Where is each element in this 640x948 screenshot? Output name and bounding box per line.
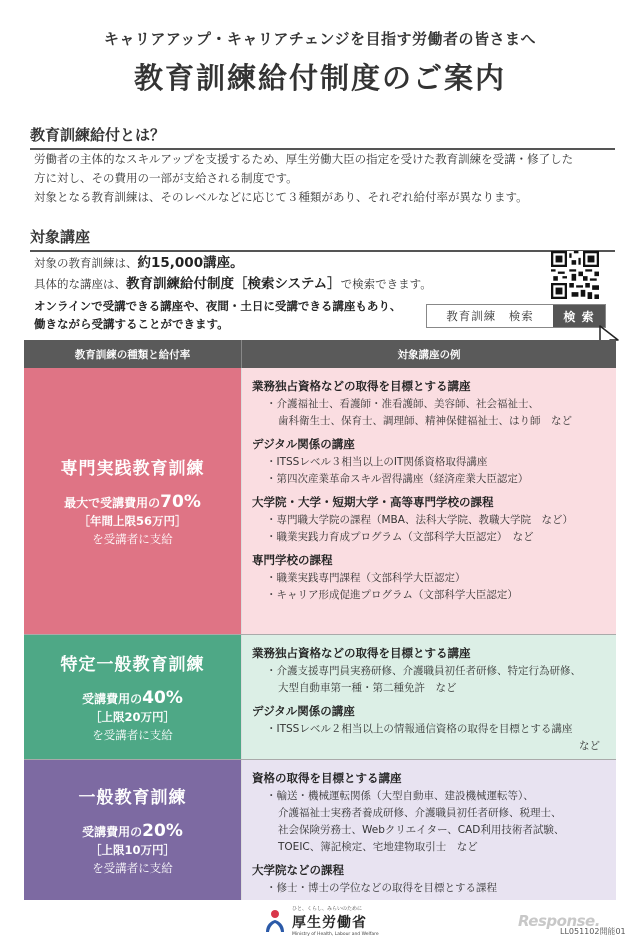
course-count bbox=[34, 251, 244, 271]
search-info bbox=[34, 272, 432, 292]
course-item: ・職業実践力育成プログラム（文部科学大臣認定） など bbox=[266, 531, 534, 543]
page-title: 教育訓練給付制度のご案内 bbox=[133, 61, 506, 95]
about-line: 労働者の主体的なスキルアップを支援するため、厚生労働大臣の指定を受けた教育訓練を受講・修了した bbox=[34, 152, 574, 166]
benefit-rate-prefix: 受講費用の bbox=[82, 825, 143, 839]
course-examples-cell bbox=[242, 368, 616, 634]
benefit-rate-prefix: 最大で受講費用の bbox=[64, 496, 161, 510]
section-heading-about: 教育訓練給付とは？ bbox=[30, 124, 615, 150]
table-row bbox=[24, 635, 616, 760]
benefit-note: を受講者に支給 bbox=[92, 861, 173, 875]
logo-text bbox=[292, 905, 379, 937]
course-item: ・輸送・機械運転関係（大型自動車、建設機械運転等）、 bbox=[266, 790, 534, 802]
benefit-note: を受講者に支給 bbox=[92, 728, 173, 742]
online-line: オンラインで受講できる講座や、夜間・土日に受講できる講座もあり、 bbox=[34, 299, 402, 313]
course-item: 社会保険労務士、Webクリエイター、CAD利用技術者試験、 bbox=[278, 824, 565, 836]
qr-code-icon[interactable] bbox=[551, 251, 599, 299]
course-group-title: 資格の取得を目標とする講座 bbox=[252, 771, 402, 785]
benefit-note: を受講者に支給 bbox=[92, 532, 173, 546]
course-item: ・ITSSレベル２相当以上の情報通信資格の取得を目標とする講座 bbox=[266, 723, 573, 735]
course-group bbox=[252, 645, 606, 697]
course-item: 大型自動車第一種・第二種免許 など bbox=[278, 682, 457, 694]
course-examples-cell bbox=[242, 760, 616, 900]
table-header-examples: 対象講座の例 bbox=[397, 348, 461, 361]
search-button[interactable]: 検 索 bbox=[553, 305, 605, 327]
course-group-title: デジタル関係の講座 bbox=[252, 437, 355, 451]
course-group bbox=[252, 770, 606, 856]
online-info bbox=[34, 297, 434, 333]
training-table bbox=[24, 340, 616, 900]
search-info-prefix: 具体的な講座は、 bbox=[34, 277, 126, 291]
training-type-cell bbox=[24, 368, 242, 634]
benefit-rate bbox=[64, 493, 201, 512]
course-item: など bbox=[579, 740, 600, 752]
course-item: ・専門職大学院の課程（MBA、法科大学院、教職大学院 など） bbox=[266, 514, 573, 526]
about-line: 方に対し、その費用の一部が支給される制度です。 bbox=[34, 171, 298, 185]
table-row bbox=[24, 760, 616, 900]
section-heading-courses: 対象講座 bbox=[30, 226, 615, 252]
course-item: ・キャリア形成促進プログラム（文部科学大臣認定） bbox=[266, 589, 518, 601]
course-group bbox=[252, 552, 606, 604]
course-group bbox=[252, 862, 606, 897]
online-line: 働きながら受講することができます。 bbox=[34, 317, 229, 331]
search-box[interactable] bbox=[426, 304, 606, 328]
ministry-emblem-icon bbox=[262, 908, 288, 934]
course-group bbox=[252, 494, 606, 546]
course-group-title: 業務独占資格などの取得を目標とする講座 bbox=[252, 379, 471, 393]
course-group-title: 大学院などの課程 bbox=[252, 863, 344, 877]
course-item: ・ITSSレベル３相当以上のIT関係資格取得講座 bbox=[266, 456, 488, 468]
course-item: ・介護福祉士、看護師・准看護師、美容師、社会福祉士、 bbox=[266, 398, 539, 410]
benefit-cap: ［上限20万円］ bbox=[89, 710, 175, 724]
course-group-title: デジタル関係の講座 bbox=[252, 704, 355, 718]
course-item: ・職業実践専門課程（文部科学大臣認定） bbox=[266, 572, 466, 584]
course-group bbox=[252, 703, 606, 755]
course-group-title: 大学院・大学・短期大学・高等専門学校の課程 bbox=[252, 495, 494, 509]
training-type-name: 一般教育訓練 bbox=[78, 788, 187, 808]
about-line: 対象となる教育訓練は、そのレベルなどに応じて３種類があり、それぞれ給付率が異なります。 bbox=[34, 190, 528, 204]
training-type-cell bbox=[24, 760, 242, 900]
course-item: 介護福祉士実務者養成研修、介護職員初任者研修、税理士、 bbox=[278, 807, 562, 819]
course-item: 歯科衛生士、保育士、調理師、精神保健福祉士、はり師 など bbox=[278, 415, 572, 427]
course-group-title: 業務独占資格などの取得を目標とする講座 bbox=[252, 646, 471, 660]
logo-tagline: ひと、くらし、みらいのために bbox=[292, 906, 363, 912]
subtitle: キャリアアップ・キャリアチェンジを目指す労働者の皆さまへ bbox=[103, 30, 537, 48]
course-group-title: 専門学校の課程 bbox=[252, 553, 333, 567]
course-item: ・修士・博士の学位などの取得を目標とする課程 bbox=[266, 882, 497, 894]
table-row bbox=[24, 368, 616, 635]
benefit-rate-value: 20% bbox=[142, 821, 183, 841]
course-item: ・介護支援専門員実務研修、介護職員初任者研修、特定行為研修、 bbox=[266, 665, 581, 677]
benefit-cap: ［上限10万円］ bbox=[89, 843, 175, 857]
training-type-cell bbox=[24, 635, 242, 759]
ministry-logo bbox=[262, 904, 392, 938]
benefit-rate-prefix: 受講費用の bbox=[82, 692, 143, 706]
training-type-name: 特定一般教育訓練 bbox=[60, 655, 205, 675]
course-item: ・第四次産業革命スキル習得講座（経済産業大臣認定） bbox=[266, 473, 529, 485]
course-examples-cell bbox=[242, 635, 616, 759]
table-header bbox=[24, 340, 616, 368]
table-header-type: 教育訓練の種類と給付率 bbox=[24, 340, 242, 368]
watermark: Response. bbox=[518, 912, 600, 930]
benefit-cap: ［年間上限56万円］ bbox=[78, 514, 187, 528]
course-count-prefix: 対象の教育訓練は、 bbox=[34, 256, 138, 270]
search-system-link[interactable]: 教育訓練給付制度［検索システム］ bbox=[126, 276, 341, 292]
benefit-rate bbox=[82, 689, 183, 708]
logo-name: 厚生労働省 bbox=[292, 915, 367, 931]
benefit-rate-value: 40% bbox=[142, 688, 183, 708]
logo-english: Ministry of Health, Labour and Welfare bbox=[292, 932, 379, 937]
document-code: LL051102開能01 bbox=[560, 927, 626, 936]
course-group bbox=[252, 436, 606, 488]
search-input[interactable]: 教育訓練 検索 bbox=[446, 309, 534, 323]
course-item: TOEIC、簿記検定、宅地建物取引士 など bbox=[278, 841, 478, 853]
search-info-suffix: で検索できます。 bbox=[340, 277, 432, 291]
course-count-value: 約15,000講座。 bbox=[137, 255, 244, 271]
benefit-rate bbox=[82, 822, 183, 841]
course-group bbox=[252, 378, 606, 430]
training-type-name: 専門実践教育訓練 bbox=[60, 459, 205, 479]
about-text bbox=[34, 150, 614, 207]
benefit-rate-value: 70% bbox=[160, 492, 201, 512]
